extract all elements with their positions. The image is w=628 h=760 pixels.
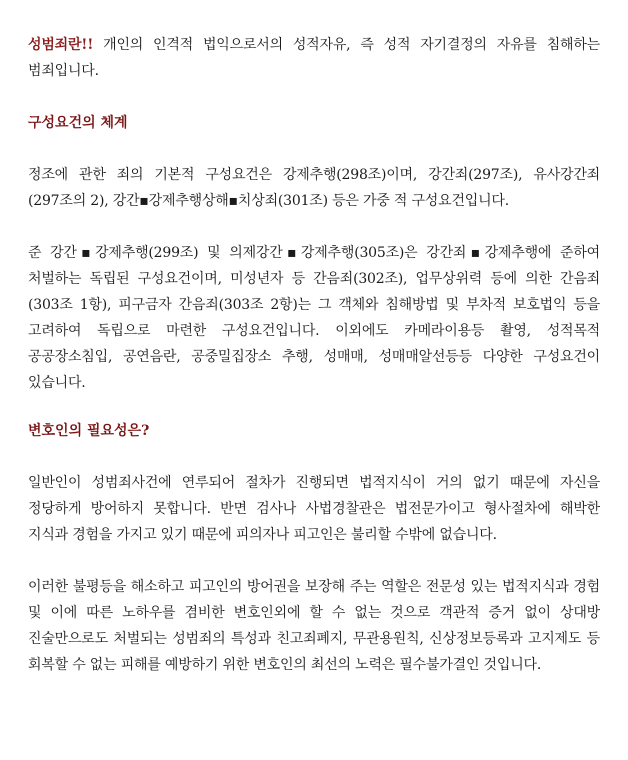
spacer [28,444,600,470]
spacer [28,214,600,240]
intro-lead: 성범죄란!! [28,37,94,53]
document-body [28,32,600,678]
spacer [28,396,600,418]
spacer [28,548,600,574]
intro-paragraph [28,32,600,84]
lawyer-paragraph-2: 이러한 불평등을 해소하고 피고인의 방어권을 보장해 주는 역할은 전문성 있는 법적지식과 경험 및 이에 따른 노하우를 겸비한 변호인외에 할 수 없는 것으로 객관적 증거 없이 상대방 진술만으로도 처벌되는 성범죄의 특성과 친고죄폐지, 무관용원칙, 신상정보등록과 고지제도 등 회복할 수 없는 피해를 예방하기 위한 변호인의 최선의 노력은 필수불가결인 것입니다. [28,579,600,673]
spacer [28,136,600,162]
section-heading-lawyer: 변호인의 필요성은? [28,423,150,439]
structure-paragraph-2: 준 강간▪강제추행(299조) 및 의제강간▪강제추행(305조)은 강간죄▪강제추행에 준하여 처벌하는 독립된 구성요건이며, 미성년자 등 간음죄(302조), 업무상위력 등에 의한 간음죄(303조 1항), 피구금자 간음죄(303조 2항)는 그 객체와 침해방법 및 부차적 보호법익 등을 고려하여 독립으로 마련한 구성요건입니다. 이외에도 카메라이용등 촬영, 성적목적 공공장소침입, 공연음란, 공중밀집장소 추행, 성매매, 성매매알선등등 다양한 구성요건이 있습니다. [28,245,600,391]
lawyer-paragraph-1: 일반인이 성범죄사건에 연루되어 절차가 진행되면 법적지식이 거의 없기 때문에 자신을 정당하게 방어하지 못합니다. 반면 검사나 사법경찰관은 법전문가이고 형사절차에 해박한 지식과 경험을 가지고 있기 때문에 피의자나 피고인은 불리할 수밖에 없습니다. [28,475,600,543]
section-heading-structure: 구성요건의 체계 [28,115,128,131]
intro-text: 개인의 인격적 법익으로서의 성적자유, 즉 성적 자기결정의 자유를 침해하는 범죄입니다. [28,37,600,79]
structure-paragraph-1: 정조에 관한 죄의 기본적 구성요건은 강제추행(298조)이며, 강간죄(297조), 유사강간죄(297조의 2), 강간▪강제추행상해▪치상죄(301조) 등은 가중 적 구성요건입니다. [28,167,600,209]
spacer [28,84,600,110]
